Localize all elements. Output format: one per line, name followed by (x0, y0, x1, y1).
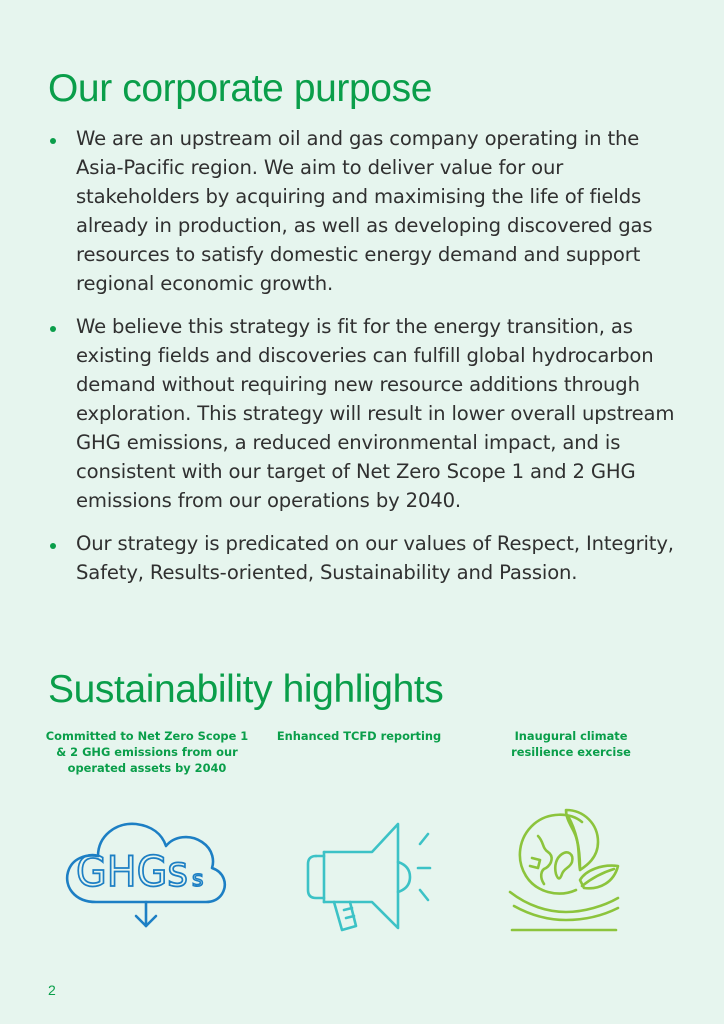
globe-leaf-icon (508, 808, 624, 938)
list-item-text: We are an upstream oil and gas company operating in the Asia-Pacific region. We aim to deliver value for our stakeholders by acquiring and maximising the life of fields already in production, as well as developing discovered gas resources to satisfy domestic energy demand and support regional economic growth. (76, 127, 653, 295)
purpose-list (48, 124, 688, 601)
list-item-text: Our strategy is predicated on our values of Respect, Integrity, Safety, Results-oriented, Sustainability and Passion. (76, 532, 674, 584)
bullet-icon (50, 138, 56, 144)
highlight-tcfd (254, 728, 464, 744)
page-title: Our corporate purpose (48, 67, 432, 110)
bullet-icon (50, 326, 56, 332)
highlight-net-zero (42, 728, 252, 896)
page-number: 2 (48, 982, 56, 998)
highlight-climate-resilience (466, 728, 676, 760)
list-item (48, 529, 688, 587)
megaphone-icon (294, 820, 434, 932)
list-item (48, 124, 688, 298)
list-item-text: We believe this strategy is fit for the energy transition, as existing fields and discoveries can fulfill global hydrocarbon demand without requiring new resource additions through exploration. This strategy will result in lower overall upstream GHG emissions, a reduced environmental impact, and is consistent with our target of Net Zero Scope 1 and 2 GHG emissions from our operations by 2040. (76, 315, 675, 512)
highlights-row (42, 728, 682, 948)
highlight-label: Committed to Net Zero Scope 1 & 2 GHG emissions from our operated assets by 2040 (45, 729, 249, 775)
list-item (48, 312, 688, 515)
highlight-label: Enhanced TCFD reporting (276, 729, 442, 743)
bullet-icon (50, 543, 56, 549)
ghg-icon-text: GHGs (76, 847, 188, 896)
highlight-label: Inaugural climate resilience exercise (511, 729, 631, 759)
ghg-cloud-icon (62, 816, 228, 934)
section-title: Sustainability highlights (48, 668, 444, 711)
svg-text:s: s (192, 867, 204, 892)
